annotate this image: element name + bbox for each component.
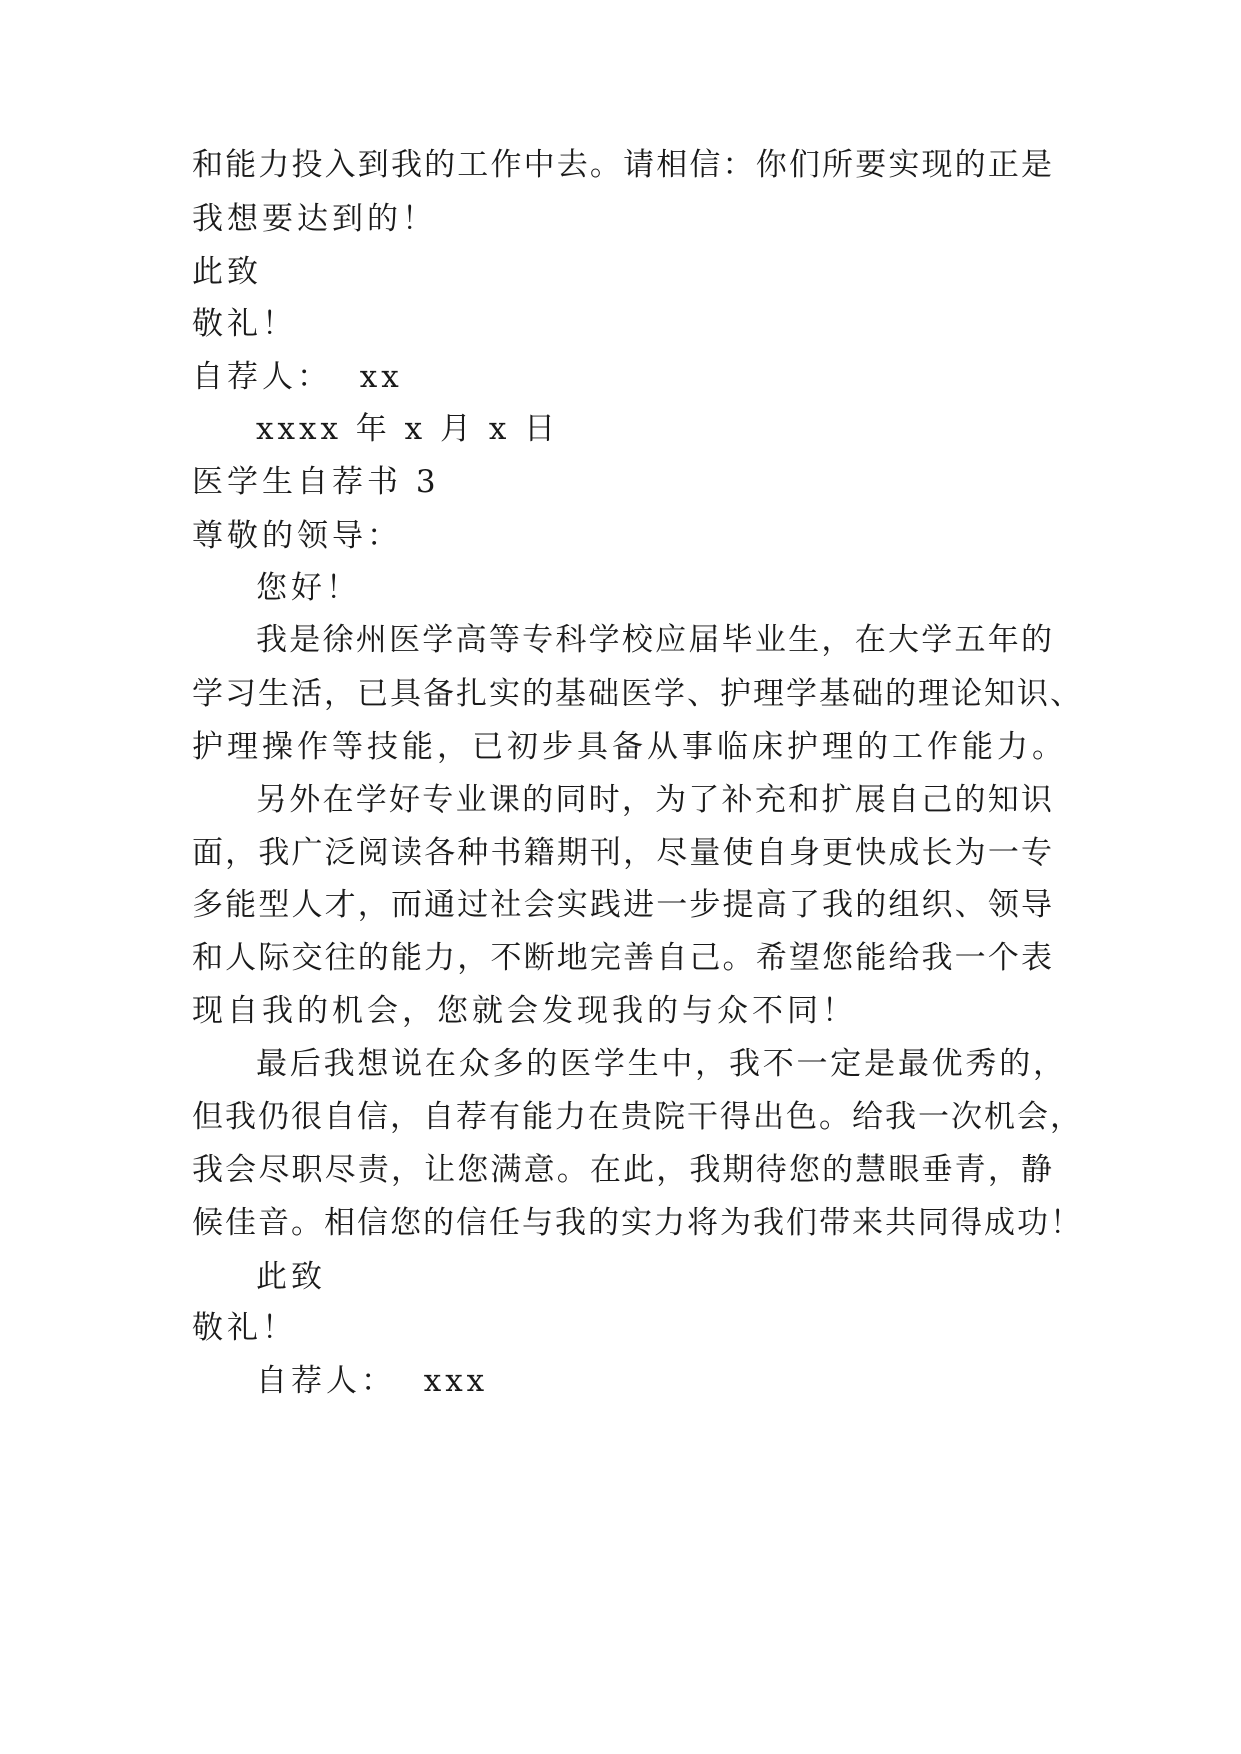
date-line: xxxx 年 x 月 x 日 [256,411,560,447]
paragraph-line: 但我仍很自信，自荐有能力在贵院干得出色。给我一次机会， [192,1099,1083,1135]
signature-line: 自荐人： xx [192,359,403,395]
paragraph-line: 和人际交往的能力，不断地完善自己。希望您能给我一个表 [192,940,1054,976]
paragraph-line: 最后我想说在众多的医学生中，我不一定是最优秀的， [256,1046,1066,1082]
paragraph-line: 护理操作等技能，已初步具备从事临床护理的工作能力。 [192,729,1067,765]
top-paragraph-line: 我想要达到的！ [192,201,437,237]
section-title: 医学生自荐书 3 [192,464,440,500]
salutation: 尊敬的领导： [192,518,402,554]
paragraph-line: 多能型人才，而通过社会实践进一步提高了我的组织、领导 [192,887,1054,923]
paragraph-line: 我会尽职尽责，让您满意。在此，我期待您的慧眼垂青，静 [192,1152,1054,1188]
paragraph-line: 面，我广泛阅读各种书籍期刊，尽量使自身更快成长为一专 [192,835,1054,871]
closing-salute: 敬礼！ [192,306,297,342]
greeting-line: 您好！ [256,570,361,606]
paragraph-line: 学习生活，已具备扎实的基础医学、护理学基础的理论知识、 [192,676,1083,712]
closing-greeting: 此致 [192,254,262,290]
paragraph-line: 现自我的机会，您就会发现我的与众不同！ [192,993,857,1029]
signature-line: 自荐人： xxx [256,1363,489,1399]
top-paragraph-line: 和能力投入到我的工作中去。请相信：你们所要实现的正是 [192,147,1054,183]
paragraph-line: 我是徐州医学高等专科学校应届毕业生，在大学五年的 [256,622,1054,658]
paragraph-line: 另外在学好专业课的同时，为了补充和扩展自己的知识 [256,782,1054,818]
closing-salute: 敬礼！ [192,1310,297,1346]
closing-greeting: 此致 [256,1259,326,1295]
paragraph-line: 候佳音。相信您的信任与我的实力将为我们带来共同得成功！ [192,1205,1083,1241]
